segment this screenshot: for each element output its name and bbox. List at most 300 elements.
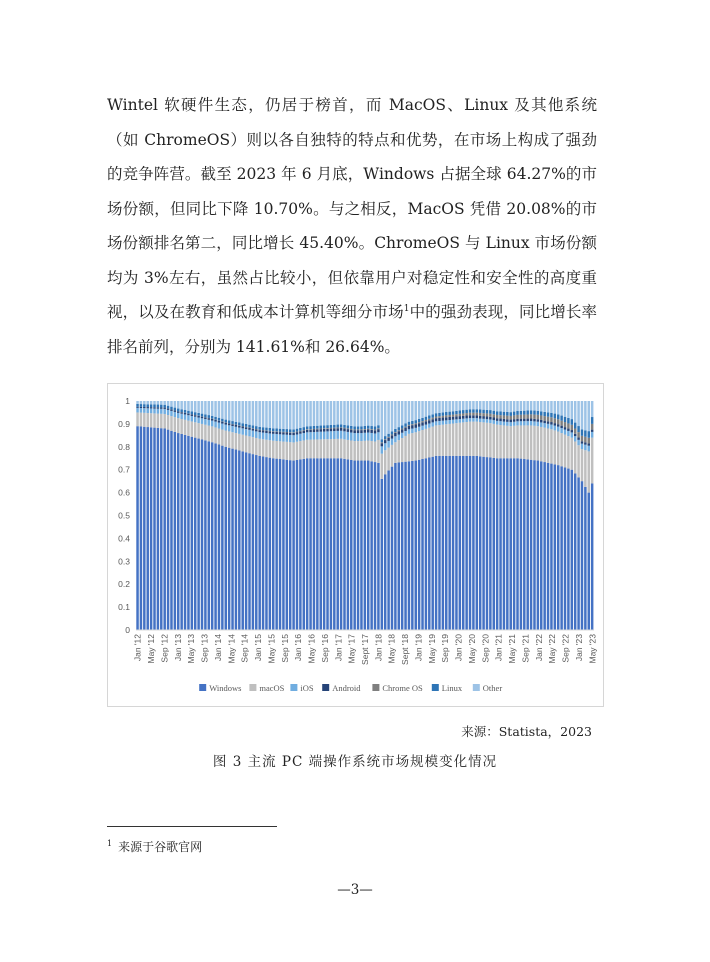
bar-segment-android bbox=[163, 408, 165, 409]
bar-segment-windows bbox=[499, 458, 501, 630]
bar-segment-android bbox=[448, 417, 450, 420]
y-tick-label: 0.8 bbox=[118, 441, 130, 452]
bar-segment-macos bbox=[530, 425, 532, 459]
bar-segment-chrome-os bbox=[513, 415, 515, 419]
bar-segment-linux bbox=[262, 427, 264, 430]
bar-segment-macos bbox=[438, 425, 440, 456]
bar-segment-ios bbox=[591, 432, 593, 438]
bar-segment-android bbox=[442, 418, 444, 421]
bar-segment-linux bbox=[577, 426, 579, 432]
bar-segment-ios bbox=[187, 415, 189, 420]
bar-segment-android bbox=[421, 422, 423, 425]
bar-segment-chrome-os bbox=[289, 432, 291, 433]
bar-segment-ios bbox=[540, 422, 542, 427]
bar-segment-macos bbox=[425, 429, 427, 458]
bar-segment-other bbox=[238, 401, 240, 423]
bar-segment-other bbox=[506, 401, 508, 412]
bar-segment-other bbox=[421, 401, 423, 418]
bar-segment-macos bbox=[170, 416, 172, 431]
bar-segment-android bbox=[398, 431, 400, 434]
bar-segment-other bbox=[225, 401, 227, 420]
bar-segment-chrome-os bbox=[581, 436, 583, 441]
bar-segment-other bbox=[340, 401, 342, 424]
bar-segment-ios bbox=[384, 443, 386, 450]
bar-segment-macos bbox=[258, 439, 260, 456]
bar-segment-ios bbox=[391, 439, 393, 445]
bar-segment-other bbox=[381, 401, 383, 439]
bar-segment-windows bbox=[303, 459, 305, 630]
bar-segment-android bbox=[245, 427, 247, 429]
bar-segment-windows bbox=[482, 457, 484, 630]
bar-segment-other bbox=[459, 401, 461, 410]
bar-segment-android bbox=[493, 417, 495, 420]
bar-segment-other bbox=[357, 401, 359, 426]
bar-segment-ios bbox=[146, 408, 148, 413]
bar-segment-linux bbox=[228, 420, 230, 423]
bar-segment-chrome-os bbox=[347, 428, 349, 429]
bar-segment-linux bbox=[489, 410, 491, 414]
bar-segment-macos bbox=[455, 423, 457, 456]
bar-segment-other bbox=[530, 401, 532, 410]
bar-segment-other bbox=[367, 401, 369, 426]
bar-segment-linux bbox=[442, 412, 444, 415]
bar-segment-macos bbox=[452, 424, 454, 456]
bar-segment-ios bbox=[523, 421, 525, 425]
bar-segment-ios bbox=[459, 419, 461, 423]
bar-segment-ios bbox=[296, 434, 298, 441]
bar-segment-android bbox=[499, 419, 501, 422]
bar-segment-android bbox=[153, 407, 155, 408]
bar-segment-macos bbox=[387, 448, 389, 471]
bar-segment-linux bbox=[479, 409, 481, 412]
bar-segment-ios bbox=[387, 441, 389, 448]
bar-segment-macos bbox=[584, 450, 586, 487]
bar-segment-android bbox=[211, 419, 213, 421]
bar-segment-linux bbox=[526, 411, 528, 415]
bar-segment-macos bbox=[381, 454, 383, 479]
bar-segment-windows bbox=[184, 435, 186, 630]
bar-segment-windows bbox=[357, 461, 359, 630]
x-tick-label: May '12 bbox=[146, 634, 157, 664]
bar-segment-android bbox=[540, 420, 542, 422]
bar-segment-android bbox=[537, 419, 539, 422]
bar-segment-ios bbox=[160, 409, 162, 414]
bar-segment-ios bbox=[435, 421, 437, 425]
bar-segment-linux bbox=[279, 429, 281, 432]
bar-segment-other bbox=[184, 401, 186, 410]
bar-segment-windows bbox=[353, 461, 355, 630]
bar-segment-ios bbox=[567, 431, 569, 436]
bar-segment-macos bbox=[347, 440, 349, 459]
bar-segment-macos bbox=[547, 428, 549, 462]
bar-segment-android bbox=[387, 438, 389, 441]
bar-segment-linux bbox=[476, 409, 478, 412]
bar-segment-ios bbox=[398, 435, 400, 441]
bar-segment-ios bbox=[367, 432, 369, 440]
bar-segment-ios bbox=[479, 418, 481, 421]
bar-segment-windows bbox=[177, 433, 179, 630]
bar-segment-macos bbox=[262, 439, 264, 456]
x-tick-label: Sep '20 bbox=[480, 634, 491, 663]
bar-segment-android bbox=[180, 412, 182, 413]
bar-segment-windows bbox=[211, 442, 213, 630]
bar-segment-macos bbox=[404, 436, 406, 462]
bar-segment-macos bbox=[401, 438, 403, 462]
bar-segment-windows bbox=[323, 458, 325, 630]
bar-segment-chrome-os bbox=[320, 429, 322, 430]
bar-segment-windows bbox=[584, 487, 586, 630]
bar-segment-macos bbox=[523, 425, 525, 459]
bar-segment-other bbox=[228, 401, 230, 420]
x-tick-label: Jan '22 bbox=[533, 634, 544, 662]
bar-segment-ios bbox=[170, 411, 172, 416]
bar-segment-chrome-os bbox=[509, 416, 511, 420]
bar-segment-ios bbox=[228, 425, 230, 431]
bar-segment-linux bbox=[340, 424, 342, 427]
bar-segment-linux bbox=[391, 431, 393, 434]
bar-segment-windows bbox=[530, 460, 532, 630]
bar-segment-ios bbox=[174, 412, 176, 417]
bar-segment-ios bbox=[163, 409, 165, 414]
bar-segment-other bbox=[204, 401, 206, 414]
bar-segment-windows bbox=[516, 458, 518, 630]
bar-segment-chrome-os bbox=[526, 414, 528, 418]
bar-segment-linux bbox=[255, 426, 257, 429]
bar-segment-other bbox=[404, 401, 406, 423]
bar-segment-android bbox=[204, 417, 206, 419]
bar-segment-android bbox=[364, 430, 366, 433]
bar-segment-ios bbox=[560, 428, 562, 433]
bar-segment-other bbox=[428, 401, 430, 416]
bar-segment-android bbox=[262, 431, 264, 433]
bar-segment-ios bbox=[513, 422, 515, 426]
bar-segment-android bbox=[472, 415, 474, 418]
bar-segment-other bbox=[364, 401, 366, 426]
y-tick-label: 0.3 bbox=[118, 556, 130, 567]
bar-segment-macos bbox=[221, 430, 223, 446]
x-tick-label: Jan '19 bbox=[413, 634, 424, 662]
bar-segment-macos bbox=[574, 441, 576, 473]
y-tick-label: 0.1 bbox=[118, 602, 130, 613]
bar-segment-android bbox=[506, 419, 508, 422]
bar-segment-linux bbox=[320, 426, 322, 429]
bar-segment-other bbox=[581, 401, 583, 430]
bar-segment-ios bbox=[299, 434, 301, 441]
footnote-marker: 1 bbox=[107, 839, 113, 848]
bar-segment-other bbox=[513, 401, 515, 412]
bar-segment-ios bbox=[533, 421, 535, 425]
bar-segment-ios bbox=[184, 414, 186, 419]
bar-segment-linux bbox=[191, 411, 193, 414]
bar-segment-other bbox=[303, 401, 305, 427]
bar-segment-windows bbox=[272, 458, 274, 630]
bar-segment-macos bbox=[435, 425, 437, 456]
bar-segment-other bbox=[431, 401, 433, 414]
bar-segment-chrome-os bbox=[465, 413, 467, 415]
bar-segment-windows bbox=[411, 461, 413, 630]
bar-segment-other bbox=[214, 401, 216, 417]
bar-segment-windows bbox=[364, 461, 366, 630]
bar-segment-other bbox=[442, 401, 444, 412]
bar-segment-macos bbox=[340, 439, 342, 458]
bar-segment-windows bbox=[509, 458, 511, 630]
bar-segment-windows bbox=[523, 459, 525, 630]
bar-segment-other bbox=[499, 401, 501, 411]
bar-segment-ios bbox=[530, 421, 532, 425]
bar-segment-linux bbox=[187, 411, 189, 414]
bar-segment-other bbox=[540, 401, 542, 411]
bar-segment-android bbox=[431, 419, 433, 422]
bar-segment-macos bbox=[533, 426, 535, 460]
bar-segment-ios bbox=[445, 420, 447, 424]
bar-segment-ios bbox=[303, 433, 305, 440]
bar-segment-macos bbox=[513, 426, 515, 458]
bar-segment-ios bbox=[431, 422, 433, 426]
bar-segment-other bbox=[275, 401, 277, 429]
bar-segment-windows bbox=[146, 427, 148, 630]
bar-segment-windows bbox=[533, 460, 535, 630]
bar-segment-linux bbox=[201, 414, 203, 417]
bar-segment-other bbox=[218, 401, 220, 418]
bar-segment-windows bbox=[370, 461, 372, 630]
bar-segment-other bbox=[163, 401, 165, 405]
bar-segment-android bbox=[459, 416, 461, 419]
bar-segment-other bbox=[526, 401, 528, 411]
bar-segment-linux bbox=[248, 425, 250, 428]
bar-segment-other bbox=[316, 401, 318, 426]
bar-segment-linux bbox=[330, 425, 332, 428]
bar-segment-macos bbox=[136, 412, 138, 426]
bar-segment-windows bbox=[543, 462, 545, 630]
bar-segment-chrome-os bbox=[292, 432, 294, 433]
bar-segment-linux bbox=[211, 416, 213, 419]
bar-segment-other bbox=[347, 401, 349, 425]
bar-segment-macos bbox=[153, 413, 155, 427]
x-tick-label: Sep '16 bbox=[319, 634, 330, 663]
bar-segment-macos bbox=[143, 413, 145, 427]
bar-segment-android bbox=[445, 417, 447, 420]
y-tick-label: 0 bbox=[125, 625, 130, 635]
bar-segment-other bbox=[547, 401, 549, 412]
bar-segment-chrome-os bbox=[489, 414, 491, 417]
bar-segment-windows bbox=[425, 458, 427, 630]
y-tick-label: 1 bbox=[125, 396, 130, 406]
bar-segment-windows bbox=[377, 463, 379, 630]
bar-segment-macos bbox=[577, 445, 579, 477]
bar-segment-ios bbox=[543, 423, 545, 428]
bar-segment-windows bbox=[557, 465, 559, 630]
bar-segment-windows bbox=[347, 459, 349, 630]
bar-segment-android bbox=[476, 415, 478, 418]
bar-segment-android bbox=[255, 429, 257, 431]
bar-segment-ios bbox=[357, 433, 359, 441]
bar-segment-android bbox=[554, 423, 556, 425]
bar-segment-ios bbox=[486, 419, 488, 423]
bar-segment-ios bbox=[404, 431, 406, 436]
bar-segment-other bbox=[282, 401, 284, 429]
bar-segment-linux bbox=[326, 425, 328, 428]
bar-segment-linux bbox=[537, 411, 539, 415]
bar-segment-android bbox=[469, 415, 471, 418]
bar-segment-linux bbox=[499, 411, 501, 415]
bar-segment-ios bbox=[180, 414, 182, 419]
bar-segment-other bbox=[265, 401, 267, 428]
bar-segment-windows bbox=[588, 493, 590, 630]
bar-segment-ios bbox=[364, 433, 366, 441]
bar-segment-other bbox=[452, 401, 454, 411]
bar-segment-chrome-os bbox=[401, 428, 403, 429]
bar-segment-android bbox=[435, 418, 437, 421]
bar-segment-linux bbox=[140, 404, 142, 407]
bar-segment-ios bbox=[496, 421, 498, 425]
bar-segment-macos bbox=[560, 433, 562, 466]
bar-segment-android bbox=[350, 430, 352, 433]
bar-segment-other bbox=[309, 401, 311, 426]
bar-segment-chrome-os bbox=[330, 428, 332, 429]
bar-segment-macos bbox=[370, 441, 372, 461]
bar-segment-windows bbox=[255, 455, 257, 630]
bar-segment-android bbox=[516, 419, 518, 422]
bar-segment-windows bbox=[262, 457, 264, 630]
x-tick-label: Sep '22 bbox=[560, 634, 571, 663]
bar-segment-android bbox=[160, 407, 162, 408]
bar-segment-macos bbox=[428, 428, 430, 458]
bar-segment-other bbox=[286, 401, 288, 429]
bar-segment-ios bbox=[191, 416, 193, 421]
x-tick-label: May '21 bbox=[507, 634, 518, 664]
bar-segment-ios bbox=[238, 428, 240, 434]
footnote-text: 来源于谷歌官网 bbox=[118, 840, 203, 854]
bar-segment-ios bbox=[157, 409, 159, 414]
bar-segment-other bbox=[401, 401, 403, 425]
bar-segment-ios bbox=[571, 432, 573, 437]
bar-segment-linux bbox=[581, 430, 583, 436]
bar-segment-other bbox=[564, 401, 566, 417]
bar-segment-windows bbox=[513, 458, 515, 630]
legend-swatch bbox=[199, 684, 206, 691]
x-tick-label: May '19 bbox=[426, 634, 437, 664]
bar-segment-ios bbox=[509, 422, 511, 426]
bar-segment-ios bbox=[506, 422, 508, 426]
y-tick-label: 0.9 bbox=[118, 418, 130, 429]
bar-segment-chrome-os bbox=[364, 429, 366, 430]
x-tick-label: Jan '18 bbox=[373, 634, 384, 662]
bar-segment-linux bbox=[421, 418, 423, 421]
bar-segment-ios bbox=[581, 444, 583, 449]
bar-segment-macos bbox=[571, 438, 573, 470]
bar-segment-linux bbox=[208, 415, 210, 418]
x-tick-label: Sep '19 bbox=[440, 634, 451, 663]
bar-segment-chrome-os bbox=[326, 428, 328, 429]
bar-segment-macos bbox=[282, 442, 284, 460]
bar-segment-android bbox=[353, 430, 355, 433]
bar-segment-ios bbox=[428, 423, 430, 427]
bar-segment-macos bbox=[180, 419, 182, 434]
bar-segment-windows bbox=[442, 456, 444, 630]
bar-segment-linux bbox=[425, 417, 427, 420]
bar-segment-linux bbox=[543, 412, 545, 416]
bar-segment-chrome-os bbox=[394, 432, 396, 433]
bar-segment-android bbox=[194, 415, 196, 417]
bar-segment-chrome-os bbox=[391, 434, 393, 435]
x-tick-label: Sept '17 bbox=[360, 634, 370, 665]
bar-segment-other bbox=[320, 401, 322, 426]
bar-segment-windows bbox=[235, 450, 237, 630]
x-tick-label: Jan '16 bbox=[293, 634, 304, 662]
bar-segment-macos bbox=[245, 436, 247, 453]
bar-segment-windows bbox=[238, 450, 240, 630]
bar-segment-ios bbox=[313, 432, 315, 440]
bar-segment-other bbox=[343, 401, 345, 425]
bar-segment-chrome-os bbox=[567, 423, 569, 428]
bar-segment-ios bbox=[408, 429, 410, 434]
bar-segment-linux bbox=[167, 406, 169, 409]
bar-segment-linux bbox=[163, 405, 165, 408]
bar-segment-linux bbox=[336, 425, 338, 428]
bar-segment-linux bbox=[445, 412, 447, 415]
bar-segment-windows bbox=[367, 461, 369, 630]
bar-segment-linux bbox=[431, 414, 433, 417]
bar-segment-windows bbox=[286, 460, 288, 630]
bar-segment-android bbox=[275, 432, 277, 434]
bar-segment-android bbox=[320, 429, 322, 432]
bar-segment-other bbox=[370, 401, 372, 426]
bar-segment-linux bbox=[170, 407, 172, 410]
bar-segment-linux bbox=[452, 411, 454, 414]
bar-segment-ios bbox=[455, 419, 457, 423]
bar-segment-chrome-os bbox=[577, 432, 579, 437]
bar-segment-macos bbox=[486, 423, 488, 457]
bar-segment-chrome-os bbox=[381, 442, 383, 443]
bar-segment-chrome-os bbox=[554, 418, 556, 423]
bar-segment-windows bbox=[350, 460, 352, 630]
bar-segment-android bbox=[228, 424, 230, 426]
bar-segment-other bbox=[465, 401, 467, 410]
bar-segment-other bbox=[469, 401, 471, 409]
bar-segment-linux bbox=[374, 426, 376, 429]
bar-segment-ios bbox=[347, 432, 349, 440]
bar-segment-android bbox=[252, 429, 254, 431]
bar-segment-ios bbox=[499, 421, 501, 425]
bar-segment-chrome-os bbox=[547, 417, 549, 422]
bar-segment-chrome-os bbox=[418, 422, 420, 423]
bar-segment-other bbox=[554, 401, 556, 414]
bar-segment-chrome-os bbox=[303, 430, 305, 431]
bar-segment-macos bbox=[509, 426, 511, 458]
bar-segment-macos bbox=[499, 425, 501, 458]
bar-segment-ios bbox=[201, 418, 203, 424]
bar-segment-other bbox=[191, 401, 193, 411]
bar-segment-android bbox=[357, 430, 359, 433]
bar-segment-linux bbox=[564, 417, 566, 422]
bar-segment-chrome-os bbox=[584, 437, 586, 443]
legend-swatch bbox=[290, 684, 297, 691]
bar-segment-macos bbox=[398, 440, 400, 462]
bar-segment-windows bbox=[136, 426, 138, 630]
bar-segment-ios bbox=[414, 428, 416, 432]
bar-segment-other bbox=[194, 401, 196, 412]
bar-segment-ios bbox=[554, 426, 556, 431]
bar-segment-windows bbox=[486, 457, 488, 630]
bar-segment-ios bbox=[150, 408, 152, 413]
bar-segment-other bbox=[445, 401, 447, 412]
bar-segment-linux bbox=[235, 422, 237, 425]
bar-segment-linux bbox=[153, 404, 155, 407]
bar-segment-ios bbox=[153, 409, 155, 414]
bar-segment-linux bbox=[462, 410, 464, 413]
bar-segment-windows bbox=[330, 458, 332, 630]
bar-segment-windows bbox=[387, 470, 389, 630]
